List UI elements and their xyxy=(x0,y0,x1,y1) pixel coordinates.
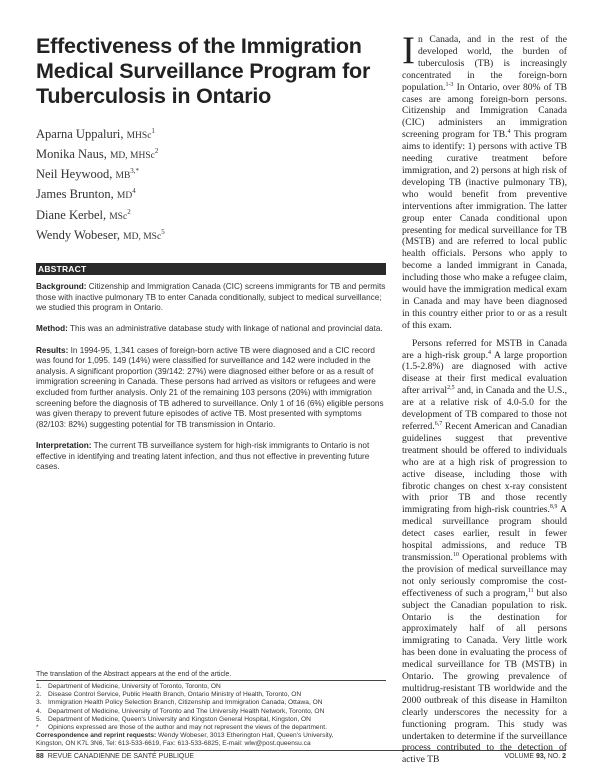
journal-name: REVUE CANADIENNE DE SANTÉ PUBLIQUE xyxy=(47,753,195,760)
abstract-body xyxy=(36,282,386,483)
abstract-interpretation: Interpretation: The current TB surveillance system for high-risk immigrants to Ontario is not effective in identifying and treating latent infection, and thus not effective in preventing future cases. xyxy=(36,440,370,472)
author-3: Neil Heywood, $MB^{3,*}$ xyxy=(36,167,140,182)
footnote-divider xyxy=(36,680,386,681)
abstract-heading: ABSTRACT xyxy=(38,264,87,274)
page-number: 88 xyxy=(36,753,44,760)
author-6: Wendy Wobeser, MD, MSc$^5$ xyxy=(36,227,165,242)
drop-cap: I xyxy=(402,29,415,72)
footnotes xyxy=(36,683,386,749)
body-paragraph-1: In Canada, and in the rest of the developed world, the burden of tuberculosis (TB) is increasingly concentrated in the foreign-born population.$^{1-3}$ In Ontario, over 80% of TB cases are among foreign-born persons. Citizenship and Immigration Canada (CIC) administers an immigration screening program for TB.$^4$ This program aims to identify: 1) persons with active TB needing curative treatment before immigration, and 2) persons at high risk of developing TB (inactive pulmonary TB), who would benefit from preventive interventions after immigration. The latter group enter Canada conditional upon presenting for medical surveillance for TB (MSTB) and are referred to local public health officials. Persons who apply to become a landed immigrant in Canada, including those who make a refugee claim, would have the immigration medical exam in Canada and may have been diagnosed in this country either prior to or as a result of this exam. xyxy=(402,29,567,331)
author-1: Aparna Uppaluri, MHSc$^1$ xyxy=(36,127,155,142)
abstract-heading-bar xyxy=(36,263,386,275)
footnote-item: 3. Immigration Health Policy Selection Branch, Citizenship and Immigration Canada, Ottawa, ON xyxy=(36,699,323,707)
right-column-body xyxy=(402,29,567,766)
abstract-background: Background: Citizenship and Immigration Canada (CIC) screens immigrants for TB and permits those with inactive pulmonary TB to enter Canada conditionally, subject to medical surveillance; we studied this program in Ontario. xyxy=(36,282,386,313)
footer-volume: VOLUME 93, NO. 2 xyxy=(504,753,566,760)
abstract-results: Results: In 1994-95, 1,341 cases of foreign-born active TB were diagnosed and a CIC record was found for 1,095. 149 (14%) were classified for surveillance and 142 were included in the analysis. A significant proportion (39/142: 27%) were diagnosed either before or as a result of immigration screening in Canada. These persons had arrived as visitors or refugees and were excluded from further analysis. Only 21 of the remaining 103 persons (20%) with immigration screening before the diagnosis of TB adhered to surveillance. Only 1 of 16 (6%) eligible persons was given therapy to prevent future episodes of active TB. Most presented with symptoms (82/103: 82%) suggesting potential for TB transmission in Ontario. xyxy=(36,345,384,429)
translation-note: The translation of the Abstract appears at the end of the article. xyxy=(36,671,232,678)
abstract-method: Method: This was an administrative database study with linkage of national and provincial data. xyxy=(36,324,383,334)
footnote-item: * Opinions expressed are those of the author and may not represent the views of the department. xyxy=(36,724,327,732)
footnote-item: 4. Department of Medicine, University of Toronto and The University Health Network, Toronto, ON xyxy=(36,707,325,715)
author-5: Diane Kerbel, MSc$^2$ xyxy=(36,207,131,222)
footer-journal xyxy=(36,753,194,760)
article-title: Effectiveness of the Immigration Medical Surveillance Program for Tuberculosis in Ontario xyxy=(36,34,371,108)
body-paragraph-2: Persons referred for MSTB in Canada are a high-risk group.$^4$ A large proportion (1.5-2.8%) are diagnosed with active disease at their first medical evaluation after arrival$^{2,5}$ and, in Canada and the U.S., are at a relative risk of 4.0-5.0 for the development of TB compared to those not referred.$^{6,7}$ Recent American and Canadian guidelines suggest that preventive treatment should be offered to individuals who are at a high risk of progression to active disease, including those with fibrotic changes on chest x-ray consistent with prior TB and those recently immigrating from high-risk countries.$^{8,9}$ A medical surveillance program should detect cases earlier, result in fewer hospital admissions, and reduce TB transmission.$^{10}$ Operational problems with the provision of medical surveillance may not only seriously compromise the cost-effectiveness of such a program,$^{11}$ but also subject the Canadian population to risk. Ontario is the destination for approximately half of all persons immigrating to Canada. Very little work has been done in evaluating the process of medical surveillance for TB (MSTB) in Ontario. The growing prevalence of multidrug-resistant TB worldwide and the 2000 outbreak of this disease in Hamilton clearly underscores the necessity for a functioning program. This study was undertaken to determine if the surveillance process contributed to the detection of active TB xyxy=(402,337,567,766)
left-column xyxy=(36,34,386,245)
footnote-item: 2. Disease Control Service, Public Health Branch, Ontario Ministry of Health, Toronto, ON xyxy=(36,691,302,699)
author-4: James Brunton, $MD^4$ xyxy=(36,187,136,202)
author-list xyxy=(36,124,386,245)
correspondence: Correspondence and reprint requests: Wendy Wobeser, 3013 Etherington Hall, Queen's University, Kingston, ON K7L 3N6, Tel: 613-533-6619, Fax: 613-533-6825, E-mail: wlw@post.queensu.ca xyxy=(36,732,334,748)
footnote-item: 5. Department of Medicine, Queen's University and Kingston General Hospital, Kingston, ON xyxy=(36,715,311,723)
author-2: Monika Naus, MD, MHSc$^2$ xyxy=(36,147,159,162)
footnote-item: 1. Department of Medicine, University of Toronto, Toronto, ON xyxy=(36,683,221,690)
